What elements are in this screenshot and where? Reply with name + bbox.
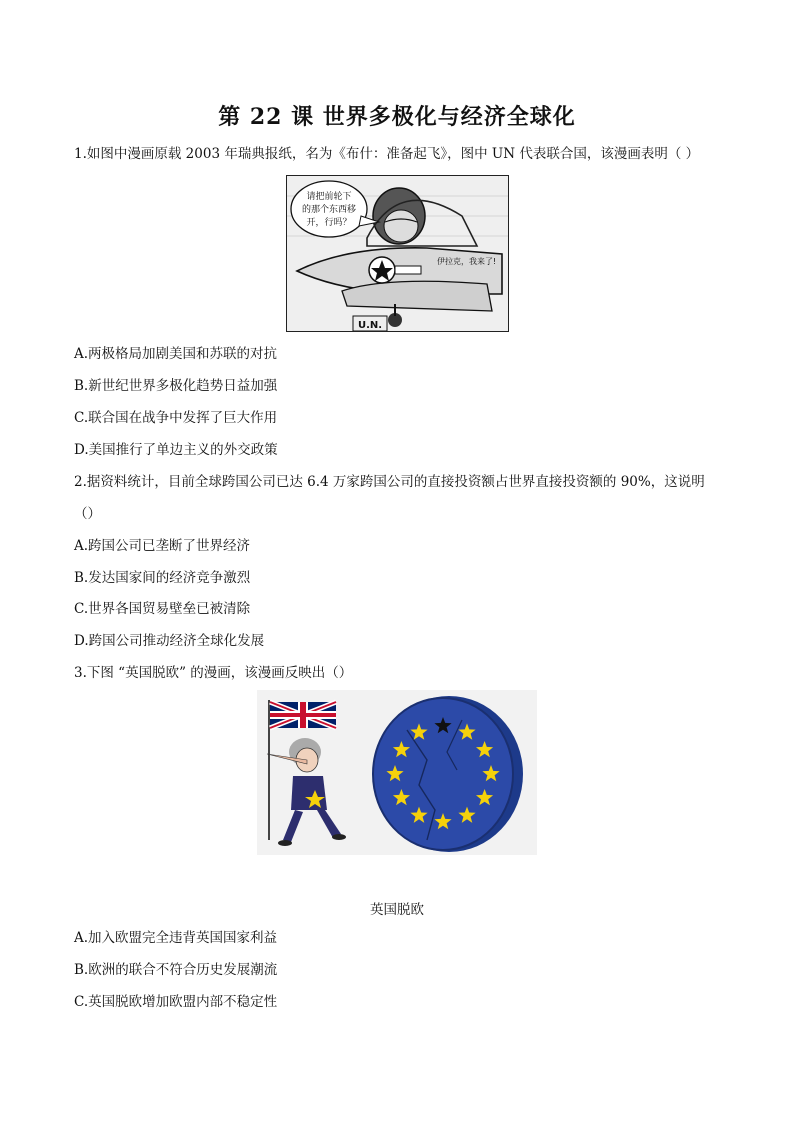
- q2-option-a: A.跨国公司已垄断了世界经济: [74, 538, 251, 554]
- speech-bubble-line-1: 请把前轮下: [306, 192, 352, 202]
- q1-option-b: B.新世纪世界多极化趋势日益加强: [74, 378, 278, 394]
- q2-option-c: C.世界各国贸易壁垒已被清除: [74, 601, 251, 617]
- q3-option-c: C.英国脱欧增加欧盟内部不稳定性: [74, 994, 278, 1010]
- q2-option-b: B.发达国家间的经济竞争激烈: [74, 570, 251, 586]
- question-1-stem: 1.如图中漫画原载 2003 年瑞典报纸，名为《布什：准备起飞》，图中 UN 代表联合国，该漫画表明（ ）: [74, 146, 700, 162]
- q1-option-a: A.两极格局加剧美国和苏联的对抗: [74, 346, 278, 362]
- q3-option-a: A.加入欧盟完全违背英国国家利益: [74, 930, 278, 946]
- plane-slogan-text: 伊拉克，我来了!: [437, 257, 497, 266]
- cartoon-brexit-illustration: [257, 690, 537, 855]
- cartoon-brexit: [257, 690, 537, 855]
- un-label: U.N.: [357, 320, 383, 331]
- speech-bubble-line-2: 的那个东西移: [301, 205, 357, 215]
- union-jack-flag: [270, 702, 336, 728]
- q2-option-d: D.跨国公司推动经济全球化发展: [74, 633, 265, 649]
- page-title: 第 22 课 世界多极化与经济全球化: [218, 104, 576, 130]
- cartoon-caption: 英国脱欧: [370, 902, 424, 918]
- question-2-stem-line1: 2.据资料统计，目前全球跨国公司已达 6.4 万家跨国公司的直接投资额占世界直接投资额的 90%，这说明: [74, 474, 705, 490]
- question-3-stem: 3.下图 “英国脱欧” 的漫画，该漫画反映出（）: [74, 665, 353, 681]
- cartoon-bush-ready-for-takeoff: [286, 175, 509, 332]
- q1-option-c: C.联合国在战争中发挥了巨大作用: [74, 410, 278, 426]
- q1-option-d: D.美国推行了单边主义的外交政策: [74, 442, 278, 458]
- q3-option-b: B.欧洲的联合不符合历史发展潮流: [74, 962, 278, 978]
- cartoon-bush-illustration: [287, 176, 508, 331]
- speech-bubble-line-3: 开，行吗？: [306, 218, 352, 228]
- question-2-stem-line2: （）: [74, 506, 101, 522]
